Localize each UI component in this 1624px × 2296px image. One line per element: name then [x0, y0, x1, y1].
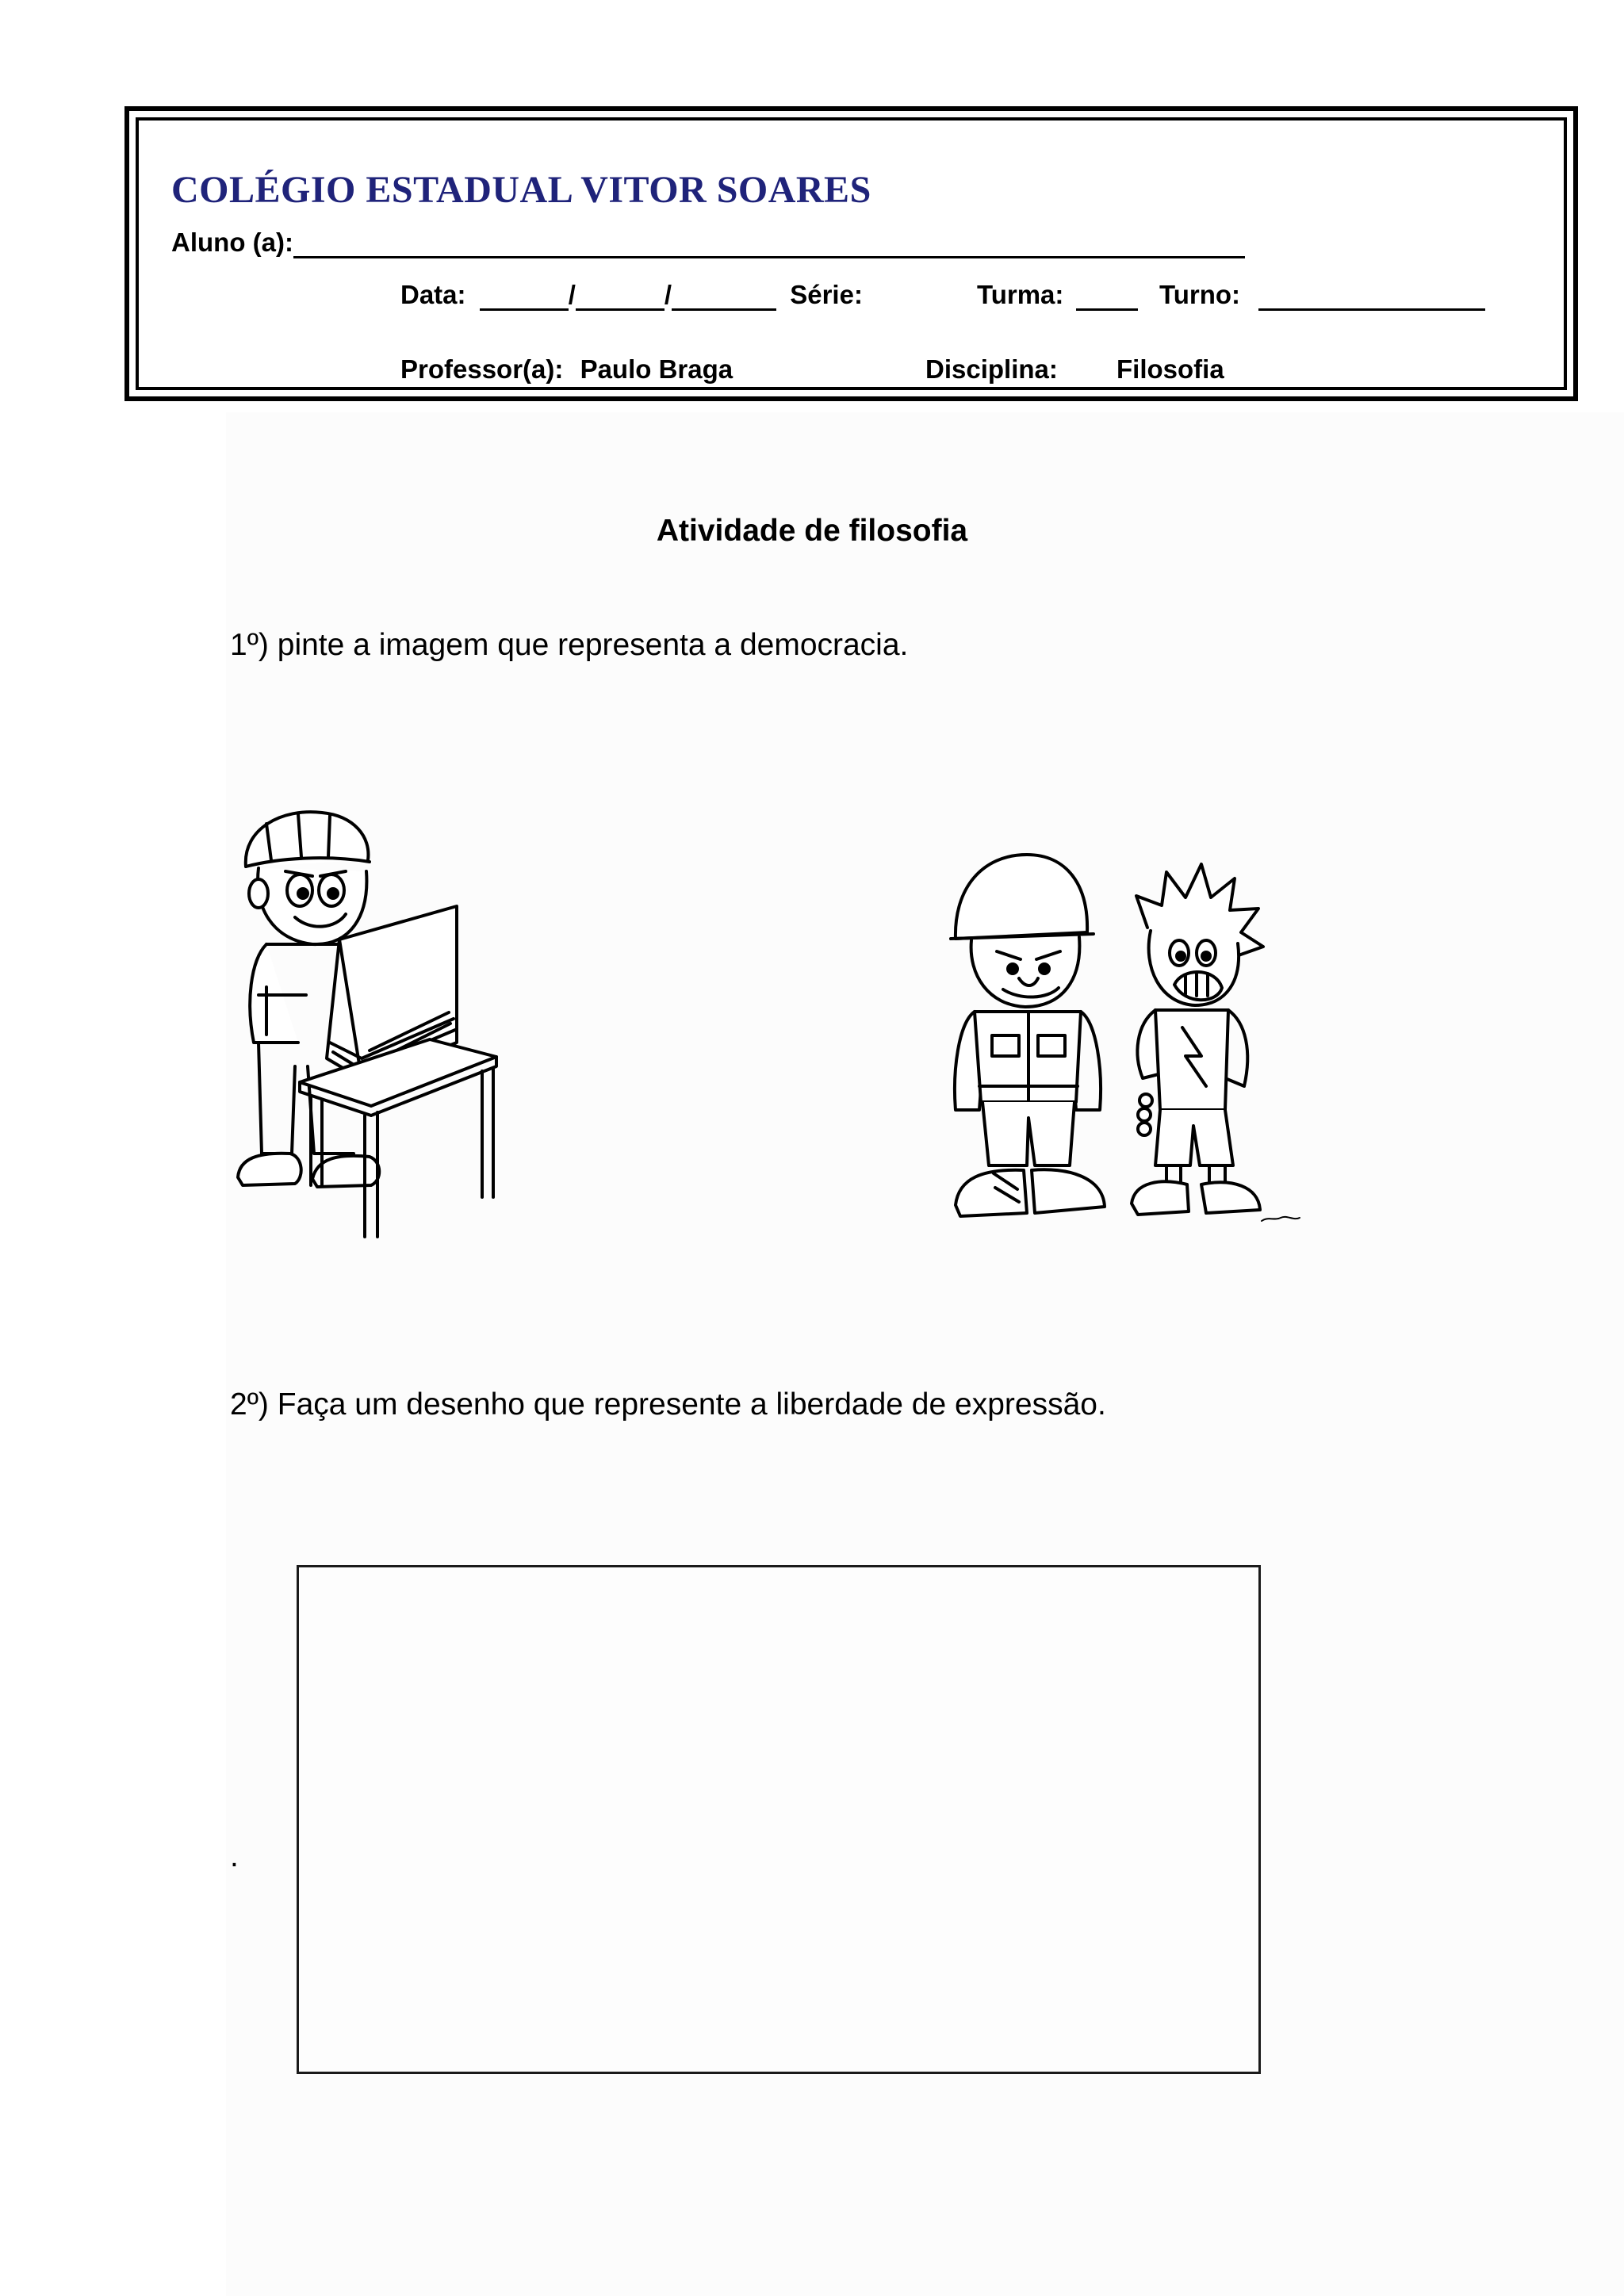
activity-title: Atividade de filosofia — [656, 514, 968, 548]
shift-label: Turno: — [1159, 280, 1241, 309]
date-month-line[interactable] — [576, 287, 665, 311]
grade-label: Série: — [790, 280, 863, 309]
teacher-row — [400, 354, 733, 385]
shift-row — [1159, 279, 1485, 311]
stray-dot: . — [230, 1839, 239, 1873]
date-label: Data: — [400, 280, 466, 309]
date-year-line[interactable] — [672, 287, 776, 311]
date-row — [400, 279, 863, 311]
date-day-line[interactable] — [480, 287, 569, 311]
drawing-area[interactable] — [297, 1565, 1261, 2074]
shift-line[interactable] — [1258, 287, 1485, 311]
school-name: COLÉGIO ESTADUAL VITOR SOARES — [171, 169, 871, 211]
student-name-line[interactable] — [293, 235, 1245, 258]
teacher-label: Professor(a): — [400, 354, 564, 384]
voting-child-icon — [235, 805, 504, 1245]
question-1: 1º) pinte a imagem que representa a democracia. — [230, 628, 909, 662]
question-2: 2º) Faça um desenho que represente a liberdade de expressão. — [230, 1387, 1106, 1422]
teacher-name: Paulo Braga — [580, 354, 733, 384]
class-label: Turma: — [977, 280, 1064, 309]
date-separator: / — [568, 280, 576, 309]
student-label: Aluno (a): — [171, 228, 293, 257]
date-separator: / — [664, 280, 672, 309]
class-line[interactable] — [1076, 287, 1138, 311]
subject-label: Disciplina: — [925, 354, 1058, 384]
student-row — [171, 227, 1245, 258]
soldier-and-silenced-child-icon — [948, 848, 1304, 1225]
subject-name: Filosofia — [1116, 354, 1224, 384]
class-row — [977, 279, 1138, 311]
